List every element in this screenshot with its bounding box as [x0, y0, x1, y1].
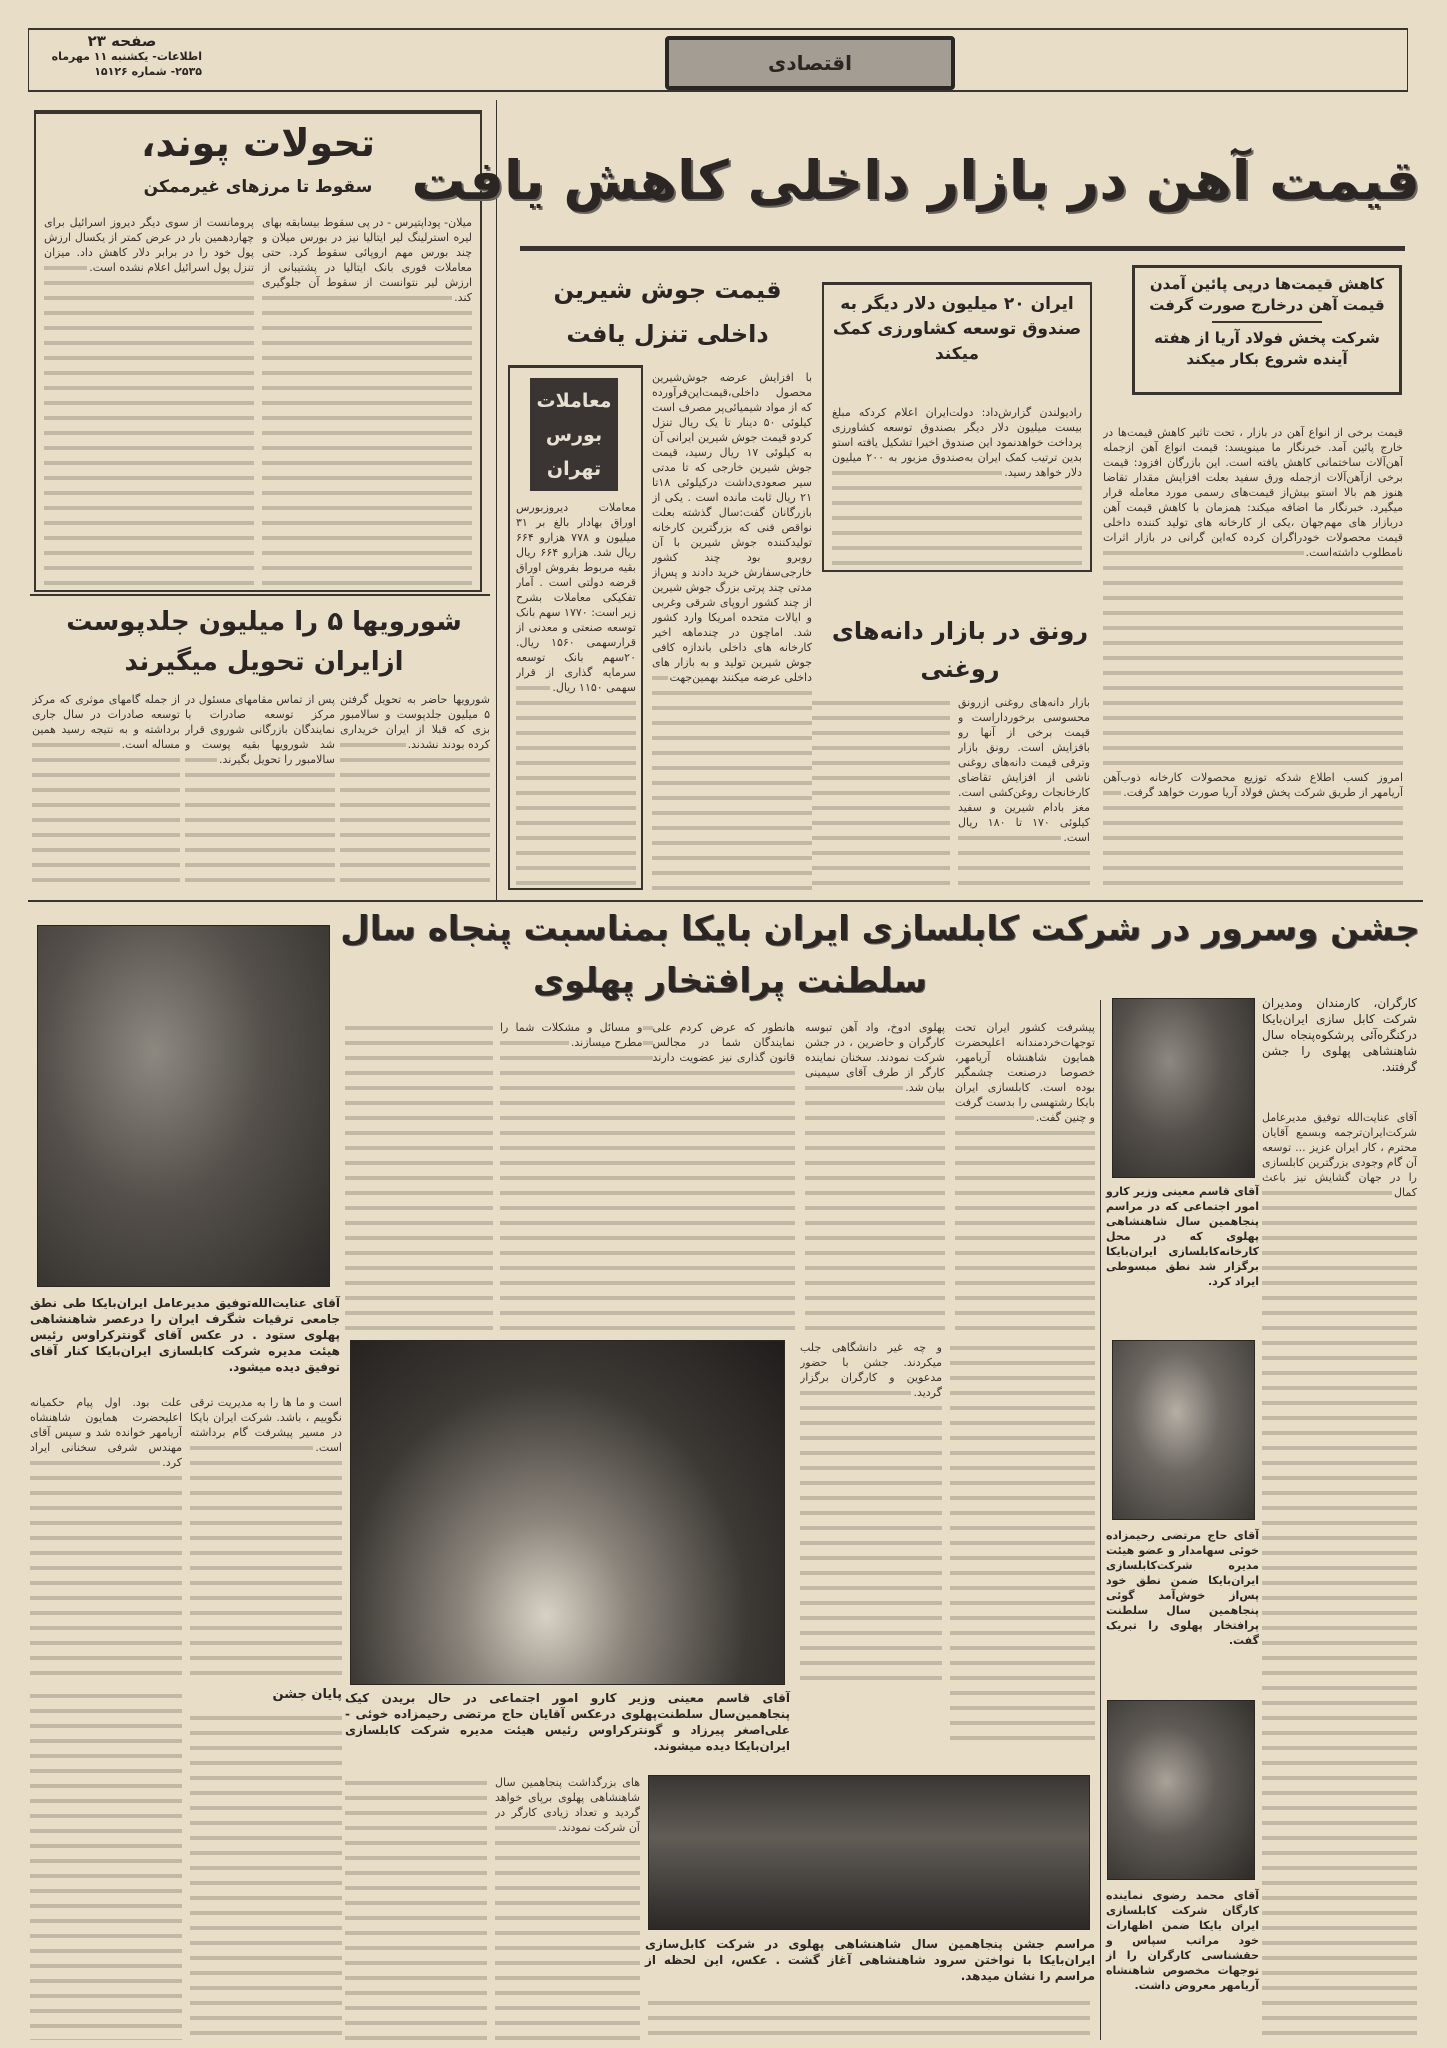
caption-crowd: مراسم جشن پنجاهمین سال شاهنشاهی پهلوی در شرکت کابل‌سازی ایران‌بایکا با نواختن سرود شاهنشاهی آغاز گشت . عکس، این لحظه از مراسم را نشان میدهد.	[645, 1937, 1095, 1983]
headline-rule	[520, 246, 1405, 251]
agri-headline: ایران ۲۰ میلیون دلار دیگر به صندوق توسعه کشاورزی کمک میکند	[832, 294, 1082, 364]
sugar-article-body: با افزایش عرضه جوش‌شیرین محصول داخلی،قیمت‌این‌فرآورده که از مواد شیمیائی‌پر مصرف است کیلوئی ۵۰ دینار تا یک ریال تنزل کردو قیمت جوش شیرین ایرانی آن به کیلوئی ۱۷ ریال رسید، قیمت جوش شیرین خارجی که تا مدتی سیر صعودی‌داشت درکیلوئی ۱۸تا ۲۱ ریال ثابت مانده است . یکی از بازرگانان گفت:سال گذشته بعلت نواقص فنی که بزرگترین کارخانه تولیدکننده جوش شیرین با آن روبرو بود چند کشور خارجی‌سفارش خرید دادند و پس‌از مدتی چند پرتی بزرگ جوش شیرین از چند کشور اروپای شرقی وغربی و ایالات متحده امریکا وارد کشور شد. اماچون در چندماهه اخیر کارخانه های داخلی باندازه کافی جوش شیرین تولید و به بازار های داخلی عرضه میکنند بهمین‌جهت	[652, 370, 812, 890]
iron-article-body-2: امروز کسب اطلاع شدکه توزیع محصولات کارخانه ذوب‌آهن آریامهر از طریق شرکت پخش فولاد آریا صورت خواهد گرفت.	[1103, 770, 1403, 890]
article-column: پیشرفت کشور ایران تحت توجهات‌خردمندانه اعلیحضرت همایون شاهنشاه آریامهر، خصوصا درصنعت چشمگیر بوده است. کابلسازی ایران بایکا رشتهسی را بدست گرفت و چنین گفت.	[955, 1020, 1095, 1330]
vertical-divider	[496, 100, 497, 900]
issue-number: ۲۵۳۵- شماره ۱۵۱۲۶	[94, 65, 202, 78]
oilseed-headline: رونق در بازار دانه‌های روغنی	[831, 617, 1089, 683]
article-column: علت بود. اول پیام حکمیانه اعلیحضرت همایون شاهنشاه آریامهر خوانده شد و سپس آقای مهندس شرفی سخنانی ایراد کرد.	[30, 1395, 182, 1680]
summary-line-2: شرکت پخش فولاد آریا از هفته آینده شروع بکار میکند	[1154, 329, 1380, 368]
bourse-body: معاملات دیروزبورس اوراق بهادار بالغ بر ۳۱ میلیون و ۷۷۸ هزارو ۶۶۴ ریال شد. هزارو ۶۶۴ ریال بقیه مربوط بفروش اوراق قرضه دولتی است . آمار تفکیکی معاملات بشرح زیر است: ۱۷۷۰ سهم بانک توسعه صنعتی و معدنی از قرارسهمی ۱۵۶۰ ریال. ۲۰سهم بانک توسعه سرمایه گذاری از قرار سهمی ۱۱۵۰ ریال.	[516, 500, 636, 885]
article-column: آقای عنایت‌الله توفیق مدیرعامل شرکت‌ایران‌ترجمه وبسمع آقایان محترم ، کار ایران عزیز ... توسعه آن گام وجودی بزرگترین کابلسازی را در جهان گشایش نیز باعث کمال	[1262, 1110, 1417, 2040]
article-column: است و ما ها را به مدیریت ترقی نگوییم ، باشد. شرکت ایران بایکا در مسیر پیشرفت گام برداشته است.	[190, 1395, 342, 1680]
section-title: اقتصادی	[768, 51, 852, 75]
article-column: های بزرگداشت پنجاهمین سال شاهنشاهی پهلوی برپای خواهد گردید و تعداد زیادی کارگر در آن شرکت نمودند.	[495, 1775, 640, 2040]
date: اطلاعات- یکشنبه ۱۱ مهرماه	[51, 50, 202, 63]
article-column	[345, 1020, 493, 1330]
photo-tofigh-kraus	[37, 925, 330, 1287]
photo-ceremony-crowd	[648, 1775, 1090, 1930]
page-info	[42, 34, 202, 79]
photo-razavi	[1107, 1700, 1255, 1880]
article-column	[950, 1340, 1095, 1750]
soviet-column: شورویها حاضر به تحویل گرفتن ۵ میلیون جلدپوست و سالامبور بزی که قبلا از ایران خریداری کرده بودند نشدند.	[340, 692, 490, 892]
caption-tofigh: آقای عنایت‌الله‌توفیق مدیرعامل ایران‌بایکا طی نطق جامعی ترقیات شگرف ایران را درعصر شاهنشاهی پهلوی ستود . در عکس آقای گونترکراوس رئیس هیئت مدیره شرکت کابلسازی ایران‌بایکا کنار آقای توفیق دیده میشود.	[30, 1296, 340, 1374]
pound-column: میلان- پوداپتیرس - در پی سقوط بیسابقه بهای لیره استرلینگ لیر ایتالیا نیز در بورس میلان و چند بورس مهم اروپائی سقوط کرد. حتی معاملات فوری بانک ایتالیا در پشتیبانی از ارزش لیر نتوانست از سقوط آن جلوگیری کند.	[262, 215, 472, 585]
photo-cake-cutting	[350, 1340, 785, 1685]
pound-headline: تحولات پوند،	[141, 121, 375, 165]
section-banner	[665, 36, 955, 90]
agri-article-body: رادیولندن گزارش‌داد: دولت‌ایران اعلام کردکه مبلغ بیست میلیون دلار دیگر بصندوق توسعه کشاورزی پرداخت خواهدنمود این صندوق اخیرا تشکیل یافته استو بدین ترتیب کمک ایران به‌صندوق مزبور به ۲۰۰ میلیون دلار خواهد رسید.	[832, 405, 1082, 565]
pound-column: پرو‌مانست از سوی دیگر دیروز اسرائیل برای چهاردهمین بار در عرض کمتر از یکسال ارزش پول خود را در برابر دلار کاهش داد. میزان تنزل پول اسرائیل اعلام نشده است.	[44, 215, 254, 585]
iron-article-body: قیمت برخی از انواع آهن در بازار ، تحت تاثیر کاهش قیمت‌ها در خارج پائین آمد. خبرنگار ما مینویسد: قیمت انواع آهن ازجمله آهن‌آلات ساختمانی کاهش یافته است. این بازرگان افزود: قیمت برخی ازآهن‌آلات ازجمله ورق سفید بعلت افزایش مقدار تقاضا هنوز هم بالا استو بیش‌از قیمت‌های رسمی مورد معامله قرار میگیرد. خبرنگار ما اضافه میکند: همزمان با کاهش قیمت آهن دربازار های مهم‌جهان ،یکی از کارخانه های تولید کننده داخلی قیمت محصولات خودراگران کرده که‌این گرانی در بازار اثرات نامطلوب داشته‌است.	[1103, 425, 1403, 765]
oilseed-body: بازار دانه‌های روغنی ازرونق محسوسی برخورداراست و قیمت برخی از آنها رو بافزایش است. رونق بازار وترقی قیمت دانه‌های روغنی ناشی از افزایش تقاضای کارخانجات روغن‌کشی است. مغز بادام شیرین و سفید کیلوئی ۱۷۰ تا ۱۸۰ ریال است.	[958, 695, 1090, 887]
bourse-title: معاملات بورس تهران	[536, 389, 612, 480]
soviet-headline: شورویها ۵ را میلیون جلدپوست ازایران تحویل میگیرند	[66, 607, 462, 677]
celebration-headline-2: سلطنت پرافتخار پهلوی	[532, 961, 928, 1001]
celebration-intro: کارگران، کارمندان ومدیران شرکت کابل سازی ایران‌بایکا درکنگره‌آئی پرشکوه‌پنجاه سال شاهنشاهی پهلوی را جشن گرفتند.	[1262, 996, 1417, 1074]
article-column	[30, 1688, 182, 2040]
section-subtitle: پایان جشن	[272, 1687, 342, 1702]
photo-minister-speech	[1112, 998, 1255, 1178]
page-number: صفحه ۲۳	[87, 32, 157, 50]
vertical-divider	[1100, 1000, 1101, 2040]
iron-summary-box	[1132, 265, 1402, 395]
article-column	[345, 1775, 487, 2040]
article-column: پهلوی ادوخ، واد آهن تبوسه کارگران و حاضرین ، در جشن شرکت نمودند. سخنان نماینده کارگر از طرف آقای سیمینی بیان شد.	[805, 1020, 945, 1330]
summary-divider	[1212, 321, 1322, 323]
caption-minister: آقای قاسم معینی وزیر کارو امور اجتماعی که در مراسم پنجاهمین سال شاهنشاهی پهلوی که در محل کارخانه‌کابلسازی ایران‌بایکا برگزار شد نطق مبسوطی ایراد کرد.	[1106, 1185, 1259, 1288]
section-divider	[28, 900, 1423, 902]
soviet-column: از جمله گامهای موثری که مرکز توسعه صادرات در سال جاری برداشته و به نتیجه رسید همین مساله است.	[32, 692, 180, 892]
summary-line-1: کاهش قیمت‌ها درپی پائین آمدن قیمت آهن درخارج صورت گرفت	[1149, 275, 1385, 314]
article-column: هانطور که عرض کردم علی نمایندگان شما در مجالس قانون گذاری نیز عضویت دارند و مسائل و مشکلات شما را مطرح میسازند.	[500, 1020, 795, 1330]
bourse-title-block	[530, 378, 618, 491]
article-column	[648, 1995, 1090, 2040]
divider	[30, 594, 490, 596]
main-headline: قیمت آهن در بازار داخلی کاهش یافت	[411, 149, 1420, 212]
sugar-headline: قیمت جوش شیرین داخلی تنزل یافت	[553, 276, 782, 348]
photo-rahimzadeh	[1112, 1340, 1255, 1520]
oilseed-body-cont	[812, 695, 950, 887]
soviet-column: پس از تماس مقامهای مسئول در مرکز توسعه صادرات با نمایندگان بازرگانی شوروی قرار شد شورویها بقیه پوست و سالامبور را تحویل بگیرند.	[185, 692, 335, 892]
caption-cake: آقای قاسم معینی وزیر کارو امور اجتماعی در حال بریدن کیک پنجاهمین‌سال سلطنت‌پهلوی درعکس آقایان حاج مرتضی رحیمزاده خوئی - علی‌اصغر پیرزاد و گونترکراوس رئیس هیئت مدیره شرکت کابلسازی ایران‌بایکا دیده میشوند.	[345, 1691, 790, 1753]
celebration-headline-1: جشن وسرور در شرکت کابلسازی ایران بایکا بمناسبت پنجاه سال	[340, 909, 1420, 949]
article-column: و چه غیر دانشگاهی جلب میکردند. جشن با حضور مدعوین و کارگران برگزار گردید.	[800, 1340, 942, 1685]
caption-razavi: آقای محمد رضوی نماینده کارگان شرکت کابلسازی ایران بایکا ضمن اظهارات خود مراتب سپاس و حقشناسی کارگران را از توجهات مخصوص شاهنشاه آریامهر معروض داشت.	[1106, 1889, 1259, 1992]
caption-rahimzadeh: آقای حاج مرتضی رحیمزاده خوئی سهامدار و عضو هیئت مدیره شرکت‌کابلسازی ایران‌بایکا ضمن نطق خود پس‌از خوش‌آمد گوئی پنجاهمین سال سلطنت پرافتخار پهلوی را تبریک گفت.	[1106, 1529, 1259, 1647]
article-column	[190, 1710, 342, 2040]
pound-subtitle: سقوط تا مرزهای غیرممکن	[143, 177, 373, 197]
